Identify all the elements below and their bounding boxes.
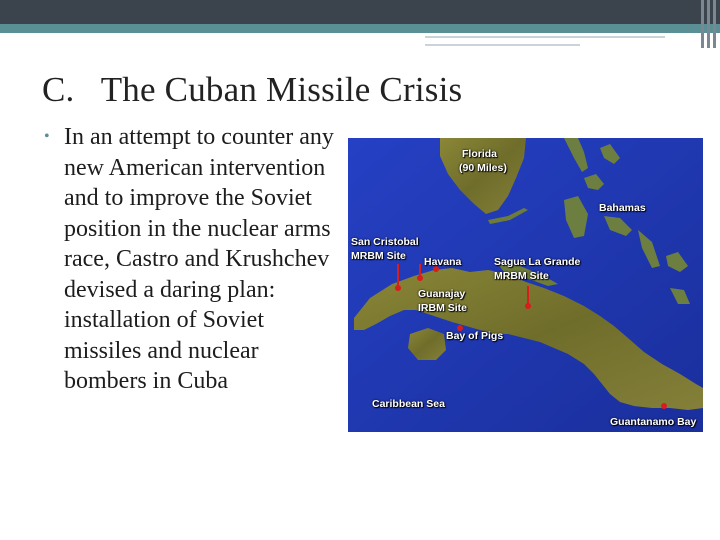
label-san-cristobal: San Cristobal <box>351 236 419 248</box>
label-bahamas: Bahamas <box>599 202 646 214</box>
bullet-item <box>44 122 344 397</box>
header-accent-line-short <box>425 44 580 46</box>
corner-stripe <box>713 0 716 48</box>
label-florida: Florida <box>462 148 498 160</box>
map-graphic <box>348 138 703 432</box>
slide-title: C. The Cuban Missile Crisis <box>42 70 463 109</box>
label-guantanamo-bay: Guantanamo Bay <box>610 416 697 428</box>
bullet-text: In an attempt to counter any new American intervention and to improve the Soviet position in the nuclear arms race, Castro and Krushchev devised a daring plan: installation of Soviet missiles and nuclear bombers in Cuba <box>64 124 334 394</box>
label-sagua-la-grande: Sagua La Grande <box>494 256 581 268</box>
header-teal-bar <box>0 24 720 33</box>
corner-stripe <box>707 0 710 48</box>
header-accent-line <box>425 36 665 38</box>
corner-stripe <box>701 0 704 48</box>
label-guanajay-site: IRBM Site <box>418 302 468 314</box>
label-havana: Havana <box>424 256 462 268</box>
label-san-cristobal-site: MRBM Site <box>351 250 406 262</box>
label-bay-of-pigs: Bay of Pigs <box>446 330 504 342</box>
label-caribbean-sea: Caribbean Sea <box>372 398 445 410</box>
label-florida-distance: (90 Miles) <box>459 162 507 174</box>
header-dark-bar <box>0 0 720 24</box>
cuba-missile-map <box>348 138 703 432</box>
guantanamo-marker <box>661 403 667 409</box>
label-guanajay: Guanajay <box>418 288 466 300</box>
bullet-dot-icon: • <box>44 128 50 145</box>
corner-stripes <box>690 0 720 48</box>
guanajay-marker <box>417 275 423 281</box>
sagua-marker <box>525 303 531 309</box>
label-sagua-site: MRBM Site <box>494 270 549 282</box>
san-cristobal-marker <box>395 285 401 291</box>
